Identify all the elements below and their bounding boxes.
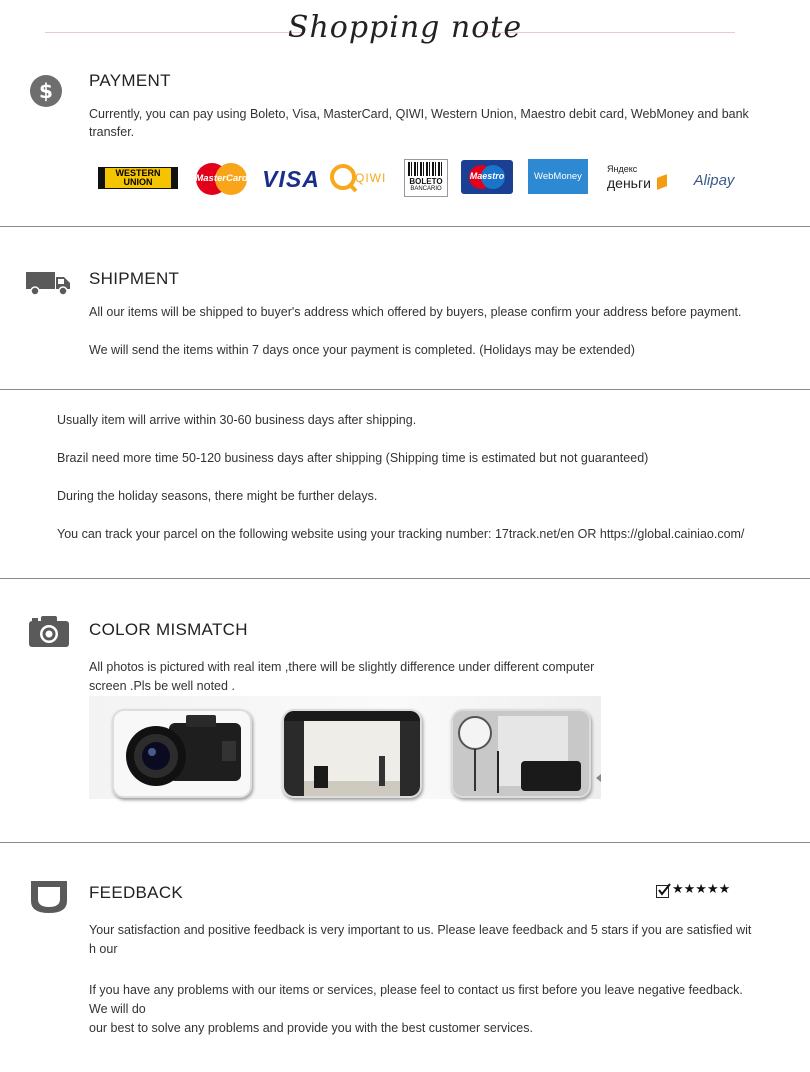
maestro-label: Maestro: [469, 171, 505, 181]
feedback-text-2b: We will do: [89, 1002, 146, 1016]
payment-text: Currently, you can pay using Boleto, Visa, MasterCard, QIWI, Western Union, Maestro debit card, WebMoney and bank transfer.: [89, 107, 749, 139]
delivery-line-2: Brazil need more time 50-120 business days after shipping (Shipping time is estimated but not guaranteed): [57, 451, 649, 465]
yandex-money-logo: [605, 164, 669, 194]
scroll-arrow-icon: [596, 774, 601, 782]
color-mismatch-text-1: All photos is pictured with real item ,there will be slightly difference under different computer: [89, 660, 595, 674]
studio-photo-1: [282, 709, 422, 798]
dollar-icon: [30, 75, 62, 107]
shipment-text-1: All our items will be shipped to buyer's address which offered by buyers, please confirm your address before payment.: [89, 305, 742, 319]
feedback-text-2a: If you have any problems with our items or services, please feel to contact us first before you leave negative feedback.: [89, 983, 743, 997]
maestro-logo: [461, 160, 513, 194]
page-title: Shopping note: [287, 10, 523, 45]
western-union-line1: WESTERN: [115, 168, 161, 178]
divider-1: [0, 226, 810, 227]
checkbox-icon: [656, 885, 669, 898]
qiwi-label: QIWI: [355, 171, 387, 185]
camera-icon: [29, 615, 69, 647]
truck-icon: [26, 270, 72, 296]
divider-2: [0, 389, 810, 390]
boleto-logo: [404, 159, 448, 197]
yandex-label-1: Яндекс: [607, 164, 638, 174]
western-union-line2: UNION: [123, 177, 153, 187]
feedback-text-2c: our best to solve any problems and provide you with the best customer services.: [89, 1021, 533, 1035]
delivery-line-3: During the holiday seasons, there might be further delays.: [57, 489, 378, 503]
five-stars-rating: ★★★★★: [672, 882, 731, 897]
yandex-label-2: деньги: [607, 175, 651, 191]
camera-photo: [112, 709, 252, 798]
boleto-label-1: BOLETO: [409, 177, 443, 186]
feedback-text-1a: Your satisfaction and positive feedback is very important to us. Please leave feedback and 5 stars if you are satisfied wit: [89, 923, 752, 937]
payment-heading: PAYMENT: [89, 71, 171, 90]
qiwi-logo: [329, 162, 391, 194]
feedback-heading: FEEDBACK: [89, 883, 184, 902]
delivery-line-1: Usually item will arrive within 30-60 business days after shipping.: [57, 413, 417, 427]
divider-3: [0, 578, 810, 579]
boleto-label-2: BANCARIO: [410, 186, 442, 192]
mastercard-label: MasterCard: [195, 173, 248, 184]
webmoney-logo: WebMoney: [528, 159, 588, 194]
mastercard-logo: [194, 162, 249, 196]
shipment-heading: SHIPMENT: [89, 269, 180, 288]
shield-icon: [31, 879, 67, 915]
feedback-text-1b: h our: [89, 942, 118, 956]
shipment-text-2: We will send the items within 7 days once your payment is completed. (Holidays may be extended): [89, 343, 635, 357]
svg-text:$: $: [39, 79, 53, 103]
alipay-logo: Alipay: [693, 171, 735, 189]
delivery-line-4: You can track your parcel on the following website using your tracking number: 17track.net/en OR https://global.cainiao.com/: [57, 527, 745, 541]
color-mismatch-text-2: screen .Pls be well noted .: [89, 679, 235, 693]
divider-4: [0, 842, 810, 843]
western-union-logo: [98, 167, 178, 189]
studio-photo-2: [451, 709, 591, 798]
visa-logo: VISA: [262, 165, 320, 192]
color-mismatch-heading: COLOR MISMATCH: [89, 620, 248, 639]
